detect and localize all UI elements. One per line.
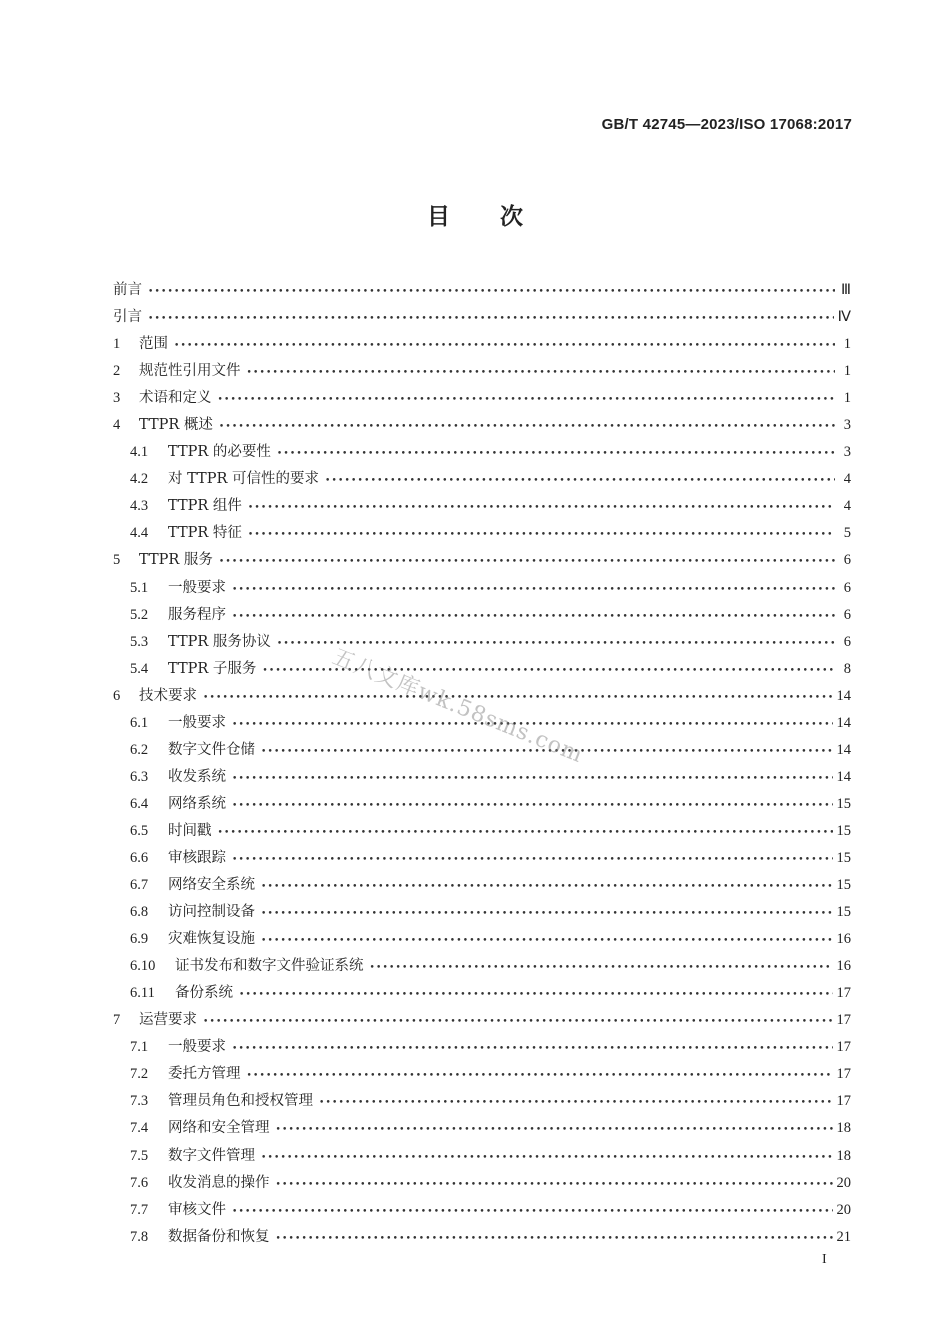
toc-entry[interactable]	[113, 1171, 851, 1198]
dot-leader	[232, 612, 835, 622]
dot-leader	[261, 909, 833, 919]
toc-entry-title: 引言	[113, 309, 142, 326]
toc-entry[interactable]	[113, 1008, 851, 1035]
toc-entry-title: TTPR 组件	[168, 498, 242, 515]
toc-entry-title: 数据备份和恢复	[168, 1228, 270, 1245]
toc-entry-number: 5.4	[130, 660, 149, 677]
toc-entry[interactable]	[113, 548, 851, 575]
toc-entry[interactable]	[113, 765, 851, 792]
toc-entry-page: 6	[843, 552, 851, 569]
dot-leader	[276, 1125, 833, 1135]
toc-entry-number: 4.3	[130, 498, 149, 515]
toc-entry-title: 审核文件	[168, 1201, 226, 1218]
toc-entry-title: 前言	[113, 282, 142, 298]
dot-leader	[148, 287, 835, 297]
toc-entry-number: 5.3	[130, 633, 149, 650]
toc-entry-page: 1	[843, 336, 851, 353]
toc-entry-title: 网络系统	[168, 795, 226, 812]
toc-entry-number: 6	[113, 687, 121, 704]
dot-leader	[248, 503, 835, 513]
toc-entry-number: 6.10	[130, 958, 156, 975]
toc-entry[interactable]	[113, 630, 851, 657]
toc-entry-number: 4.4	[130, 525, 149, 542]
toc-entry-page: 20	[836, 1201, 851, 1218]
page-number: I	[822, 1252, 827, 1267]
toc-entry-page: 20	[836, 1174, 851, 1191]
toc-entry[interactable]	[113, 1225, 851, 1252]
dot-leader	[232, 1207, 833, 1217]
dot-leader	[277, 449, 835, 459]
dot-leader	[276, 1180, 833, 1190]
toc-entry-number: 1	[113, 336, 121, 353]
toc-entry-page: Ⅳ	[837, 309, 851, 326]
toc-entry[interactable]	[113, 603, 851, 630]
toc-entry-number: 7	[113, 1012, 121, 1029]
toc-entry-number: 7.5	[130, 1147, 149, 1164]
toc-entry[interactable]	[113, 1198, 851, 1225]
toc-entry-title: 术语和定义	[139, 390, 212, 407]
dot-leader	[261, 1153, 833, 1163]
toc-entry-number: 6.11	[130, 985, 155, 1002]
toc-entry-title: TTPR 服务	[139, 552, 213, 569]
toc-entry-number: 4.1	[130, 444, 149, 461]
standard-number: GB/T 42745—2023/ISO 17068:2017	[601, 116, 852, 133]
toc-entry-page: 15	[836, 795, 851, 812]
toc-entry[interactable]	[113, 1089, 851, 1116]
toc-entry-title: 数字文件仓储	[168, 741, 255, 758]
toc-entry[interactable]	[113, 792, 851, 819]
toc-entry-page: 15	[836, 849, 851, 866]
toc-entry-number: 4.2	[130, 471, 149, 488]
toc-entry-page: 1	[843, 390, 851, 407]
toc-entry-page: 4	[843, 498, 851, 515]
toc-entry[interactable]	[113, 927, 851, 954]
toc-entry-page: 17	[836, 1039, 851, 1056]
toc-entry-number: 7.4	[130, 1120, 149, 1137]
toc-entry-title: 运营要求	[139, 1012, 197, 1029]
toc-entry-title: 管理员角色和授权管理	[168, 1093, 313, 1110]
toc-entry[interactable]	[113, 819, 851, 846]
toc-entry-number: 7.6	[130, 1174, 149, 1191]
dot-leader	[325, 476, 835, 486]
dot-leader	[239, 990, 833, 1000]
toc-entry-number: 6.1	[130, 714, 149, 731]
toc-entry-number: 6.8	[130, 904, 149, 921]
watermark: 五八文库wk.58sms.com	[328, 644, 587, 769]
dot-leader	[203, 693, 833, 703]
table-of-contents	[113, 278, 851, 1252]
dot-leader	[174, 341, 835, 351]
toc-entry-page: 14	[836, 741, 851, 758]
toc-entry-number: 6.3	[130, 768, 149, 785]
toc-entry-number: 7.1	[130, 1039, 149, 1056]
toc-entry-page: 16	[836, 931, 851, 948]
toc-entry-title: TTPR 子服务	[168, 660, 257, 677]
toc-entry[interactable]	[113, 576, 851, 603]
toc-entry-title: 一般要求	[168, 714, 226, 731]
toc-entry-page: 21	[836, 1228, 851, 1245]
toc-entry-number: 3	[113, 390, 121, 407]
dot-leader	[148, 314, 834, 324]
toc-entry-number: 5.1	[130, 579, 149, 596]
toc-entry[interactable]	[113, 900, 851, 927]
toc-entry-title: 范围	[139, 336, 168, 353]
toc-entry[interactable]	[113, 494, 851, 521]
toc-entry-title: 技术要求	[139, 687, 197, 704]
toc-entry-number: 4	[113, 417, 121, 434]
dot-leader	[219, 422, 835, 432]
dot-leader	[203, 1017, 833, 1027]
toc-entry[interactable]	[113, 1116, 851, 1143]
toc-entry-title: TTPR 服务协议	[168, 633, 271, 650]
toc-entry-title: 访问控制设备	[168, 904, 255, 921]
toc-entry-number: 7.2	[130, 1066, 149, 1083]
dot-leader	[218, 828, 833, 838]
toc-entry-page: 17	[836, 1012, 851, 1029]
toc-entry-page: 15	[836, 877, 851, 894]
toc-entry-number: 6.6	[130, 849, 149, 866]
toc-entry-title: 备份系统	[175, 985, 233, 1002]
toc-entry[interactable]	[113, 305, 851, 332]
toc-entry-page: 5	[843, 525, 851, 542]
toc-entry-title: 证书发布和数字文件验证系统	[175, 958, 364, 975]
dot-leader	[276, 1234, 833, 1244]
dot-leader	[248, 530, 835, 540]
toc-entry[interactable]	[113, 467, 851, 494]
toc-entry[interactable]	[113, 738, 851, 765]
toc-entry-title: TTPR 概述	[139, 417, 213, 434]
page-title: 目次	[427, 203, 573, 230]
toc-entry[interactable]	[113, 873, 851, 900]
dot-leader	[247, 368, 836, 378]
dot-leader	[232, 1044, 833, 1054]
dot-leader	[218, 395, 836, 405]
toc-entry-page: 6	[843, 579, 851, 596]
toc-entry[interactable]	[113, 846, 851, 873]
toc-entry-page: 1	[843, 363, 851, 380]
toc-entry-number: 7.3	[130, 1093, 149, 1110]
dot-leader	[219, 557, 835, 567]
toc-entry-number: 7.8	[130, 1228, 149, 1245]
toc-entry-page: 18	[836, 1120, 851, 1137]
toc-entry-title: 服务程序	[168, 606, 226, 623]
toc-entry-page: 17	[836, 1093, 851, 1110]
toc-entry-number: 6.4	[130, 795, 149, 812]
dot-leader	[261, 882, 833, 892]
toc-entry[interactable]	[113, 359, 851, 386]
toc-entry[interactable]	[113, 1062, 851, 1089]
dot-leader	[247, 1071, 833, 1081]
toc-entry-title: 时间戳	[168, 822, 212, 839]
toc-entry-number: 6.5	[130, 822, 149, 839]
toc-entry-page: 15	[836, 822, 851, 839]
toc-entry-page: 8	[843, 660, 851, 677]
toc-entry-title: 收发消息的操作	[168, 1174, 270, 1191]
toc-entry[interactable]	[113, 1144, 851, 1171]
toc-entry-number: 2	[113, 363, 121, 380]
toc-entry[interactable]	[113, 440, 851, 467]
toc-entry-page: 4	[843, 471, 851, 488]
toc-entry-title: TTPR 的必要性	[168, 444, 271, 461]
toc-entry-page: 14	[836, 687, 851, 704]
toc-entry-title: 规范性引用文件	[139, 363, 241, 380]
toc-entry-page: 18	[836, 1147, 851, 1164]
toc-entry-number: 6.2	[130, 741, 149, 758]
toc-entry-page: 3	[843, 444, 851, 461]
dot-leader	[319, 1098, 833, 1108]
toc-entry-title: 数字文件管理	[168, 1147, 255, 1164]
toc-entry-title: 收发系统	[168, 768, 226, 785]
toc-entry-page: 17	[836, 985, 851, 1002]
toc-entry-page: 6	[843, 606, 851, 623]
toc-entry[interactable]	[113, 521, 851, 548]
dot-leader	[232, 585, 835, 595]
toc-entry-title: TTPR 特征	[168, 525, 242, 542]
toc-entry-title: 一般要求	[168, 1039, 226, 1056]
toc-entry-page: Ⅲ	[841, 282, 851, 298]
toc-entry-page: 3	[843, 417, 851, 434]
toc-entry[interactable]	[113, 278, 851, 305]
toc-entry-page: 16	[836, 958, 851, 975]
dot-leader	[232, 801, 833, 811]
toc-entry-number: 6.9	[130, 931, 149, 948]
toc-entry[interactable]	[113, 386, 851, 413]
toc-entry[interactable]	[113, 1035, 851, 1062]
toc-entry-title: 委托方管理	[168, 1066, 241, 1083]
dot-leader	[232, 855, 833, 865]
toc-entry[interactable]	[113, 332, 851, 359]
toc-entry-title: 一般要求	[168, 579, 226, 596]
dot-leader	[370, 963, 833, 973]
toc-entry-number: 6.7	[130, 877, 149, 894]
toc-entry-title: 审核跟踪	[168, 849, 226, 866]
toc-entry-page: 17	[836, 1066, 851, 1083]
toc-entry[interactable]	[113, 981, 851, 1008]
toc-entry-number: 5.2	[130, 606, 149, 623]
dot-leader	[261, 936, 833, 946]
dot-leader	[232, 774, 833, 784]
toc-entry-page: 6	[843, 633, 851, 650]
toc-entry-number: 7.7	[130, 1201, 149, 1218]
toc-entry[interactable]	[113, 657, 851, 684]
toc-entry-page: 15	[836, 904, 851, 921]
toc-entry[interactable]	[113, 413, 851, 440]
toc-entry-number: 5	[113, 552, 121, 569]
toc-entry-title: 对 TTPR 可信性的要求	[168, 471, 320, 488]
toc-entry-page: 14	[836, 714, 851, 731]
toc-entry-title: 网络和安全管理	[168, 1120, 270, 1137]
dot-leader	[277, 639, 835, 649]
toc-entry[interactable]	[113, 954, 851, 981]
toc-entry-title: 灾难恢复设施	[168, 931, 255, 948]
toc-entry-title: 网络安全系统	[168, 877, 255, 894]
toc-entry-page: 14	[836, 768, 851, 785]
